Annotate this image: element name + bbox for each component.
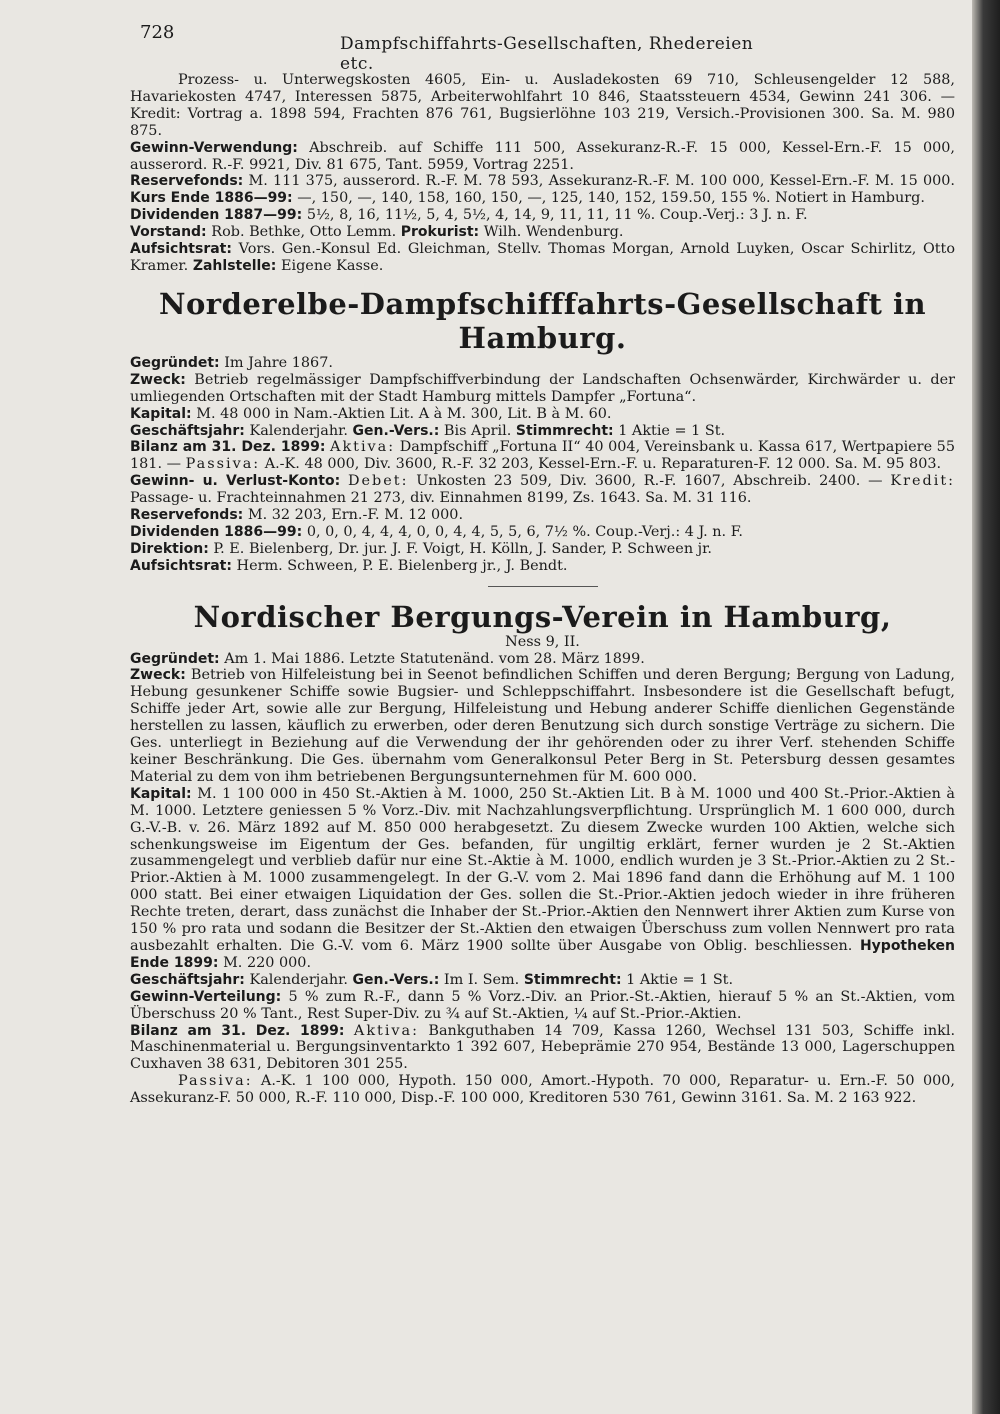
value: Dampfschiff „Fortuna II“ 40 004, Vereinsbank u. Kassa 617, Wertpapiere 55 181. — xyxy=(130,439,955,473)
value: —, 150, —, 140, 158, 160, 150, —, 125, 140, 152, 159.50, 155 %. Notiert in Hamburg. xyxy=(297,190,925,207)
sublabel: Kredit: xyxy=(890,473,955,490)
label: Gegründet: xyxy=(130,354,220,371)
value: 0, 0, 0, 4, 4, 4, 0, 0, 4, 4, 5, 5, 6, 7½ %. Coup.-Verj.: 4 J. n. F. xyxy=(306,523,744,540)
label: Zweck: xyxy=(130,667,186,684)
company-title: Norderelbe-Dampfschifffahrts-Gesellschaft in Hamburg. xyxy=(158,286,927,355)
company-address: Ness 9, II. xyxy=(505,633,580,650)
label: Zahlstelle: xyxy=(192,257,277,274)
entry-gewinn-verwendung xyxy=(130,140,955,174)
entry-dividenden xyxy=(130,524,955,541)
label: Bilanz am 31. Dez. 1899: xyxy=(130,1022,345,1039)
entry-aufsichtsrat xyxy=(130,241,955,275)
value: Bankguthaben 14 709, Kassa 1260, Wechsel 131 503, Schiffe inkl. Maschinenmaterial u. Bergungsinventarkto 1 392 607, Hebeprämie 270 954, Bestände 13 000, Lagerschuppen Cuxhaven 38 631, Debitoren 301 255. xyxy=(130,1022,956,1073)
entry-bilanz xyxy=(130,1023,955,1074)
company-entry-norderelbe xyxy=(130,287,955,575)
value: Wilh. Wendenburg. xyxy=(483,224,624,241)
value: M. 1 100 000 in 450 St.-Aktien à M. 1000, 250 St.-Aktien Lit. B à M. 1000 und 400 St.-Prior.-Aktien à M. 1000. Letztere geniessen 5 % Vorz.-Div. mit Nachzahlungsverpflichtung. Ursprünglich M. 1 600 000, durch G.-V.-B. v. 26. März 1892 auf M. 850 000 herabgesetzt. Zu diesem Zwecke wurden 100 Aktien, welche sich schenkungsweise im Eigentum der Ges. befanden, für ungiltig erklärt, ferner wurden je 2 St.-Aktien zusammengelegt und verblieb dafür nur eine St.-Aktie à M. 1000, endlich wurden je 3 St.-Prior.-Aktien zu 2 St.-Prior.-Aktien à M. 1000 zusammengelegt. In der G.-V. vom 2. Mai 1896 fand dann die Erhöhung auf M. 1 100 000 statt. Bei einer etwaigen Liquidation der Ges. sollen die St.-Prior.-Aktien jedoch wieder in ihre früheren Rechte treten, derart, dass zunächst die Inhaber der St.-Prior.-Aktien den Nennwert ihrer Aktien zum Kurse von 150 % pro rata und sodann die Besitzer der St.-Aktien den etwaigen Überschuss zum vollen Nennwert pro rata ausbezahlt erhalten. Die G.-V. vom 6. März 1900 sollte über Ausgabe von Oblig. beschliessen. xyxy=(130,785,955,954)
entry-reservefonds xyxy=(130,507,955,524)
label: Reservefonds: xyxy=(130,173,244,190)
label: Gewinn-Verwendung: xyxy=(130,139,298,156)
label: Vorstand: xyxy=(130,224,207,241)
company-entry-nordischer-bergungs-verein xyxy=(130,600,955,1107)
running-title: Dampfschiffahrts-Gesellschaften, Rhedereien etc. xyxy=(340,34,754,74)
value: P. E. Bielenberg, Dr. jur. J. F. Voigt, H. Kölln, J. Sander, P. Schween jr. xyxy=(213,540,712,557)
section-divider xyxy=(488,586,598,587)
value: M. 32 203, Ern.-F. M. 12 000. xyxy=(247,507,464,524)
sublabel: Passiva: xyxy=(185,456,261,473)
company-title: Nordischer Bergungs-Verein in Hamburg, xyxy=(193,599,892,634)
label: Gen.-Vers.: xyxy=(352,971,440,988)
value: Im Jahre 1867. xyxy=(224,354,333,371)
entry-zweck xyxy=(130,372,955,406)
sublabel: Aktiva: xyxy=(353,1022,419,1039)
label: Dividenden 1886—99: xyxy=(130,523,303,540)
sublabel: Debet: xyxy=(348,473,409,490)
value: Kalenderjahr. xyxy=(249,422,348,439)
entry-vorstand xyxy=(130,224,955,241)
label: Bilanz am 31. Dez. 1899: xyxy=(130,439,326,456)
value: A.-K. 1 100 000, Hypoth. 150 000, Amort.-Hypoth. 70 000, Reparatur- u. Ern.-F. 50 000, Assekuranz-F. 50 000, R.-F. 110 000, Disp.-F. 100 000, Kreditoren 530 761, Gewinn 3161. Sa. M. 2 163 922. xyxy=(130,1073,955,1107)
label: Gewinn-Verteilung: xyxy=(130,988,282,1005)
entry-gegruendet xyxy=(130,651,955,668)
sublabel: Aktiva: xyxy=(330,439,396,456)
label: Aufsichtsrat: xyxy=(130,241,232,258)
entry-passiva xyxy=(130,1073,955,1107)
value: M. 48 000 in Nam.-Aktien Lit. A à M. 300, Lit. B à M. 60. xyxy=(196,405,612,422)
page-header xyxy=(140,22,780,74)
label: Aufsichtsrat: xyxy=(130,557,232,574)
continuation-text: Prozess- u. Unterwegskosten 4605, Ein- u. Ausladekosten 69 710, Schleusengelder 12 588, Havariekosten 4747, Interessen 5875, Arbeiterwohlfahrt 10 846, Staatssteuern 4534, Gewinn 241 306. — Kredit: Vortrag a. 1898 594, Frachten 876 761, Bugsierlöhne 103 219, Versich.-Provisionen 300. Sa. M. 980 875. xyxy=(130,72,955,139)
value: Kalenderjahr. xyxy=(249,971,348,988)
label: Prokurist: xyxy=(400,224,480,241)
value: Vors. Gen.-Konsul Ed. Gleichman, Stellv. Thomas Morgan, Arnold Luyken, Oscar Schirlitz, Otto Kramer. xyxy=(130,241,955,274)
label: Geschäftsjahr: xyxy=(130,971,245,988)
entry-kapital xyxy=(130,406,955,423)
entry-gewinn-verlust xyxy=(130,473,955,507)
entry-gewinn-verteilung xyxy=(130,989,955,1023)
value: Rob. Bethke, Otto Lemm. xyxy=(211,224,397,241)
value: M. 220 000. xyxy=(223,954,312,971)
sublabel: Passiva: xyxy=(178,1073,253,1090)
value: Eigene Kasse. xyxy=(280,257,384,274)
entry-direktion xyxy=(130,541,955,558)
value: Im I. Sem. xyxy=(443,971,520,988)
value: Unkosten 23 509, Div. 3600, R.-F. 1607, Abschreib. 2400. — xyxy=(416,473,883,490)
value: M. 111 375, ausserord. R.-F. M. 78 593, Assekuranz-R.-F. M. 100 000, Kessel-Ern.-F. M. 15 000. xyxy=(248,173,955,190)
page-content xyxy=(130,72,955,1107)
entry-kapital xyxy=(130,786,955,972)
value: 1 Aktie = 1 St. xyxy=(618,422,726,439)
value: 5 % zum R.-F., dann 5 % Vorz.-Div. an Prior.-St.-Aktien, hierauf 5 % an St.-Aktien, vom Überschuss 20 % Tant., Rest Super-Div. zu ¾ auf St.-Aktien, ¼ auf St.-Prior.-Aktien. xyxy=(130,988,955,1022)
label: Hypotheken Ende 1899: xyxy=(130,937,955,971)
entry-aufsichtsrat xyxy=(130,558,955,575)
label: Kapital: xyxy=(130,785,192,802)
value: A.-K. 48 000, Div. 3600, R.-F. 32 203, Kessel-Ern.-F. u. Reparaturen-F. 12 000. Sa. M. 95 803. xyxy=(264,456,942,473)
label: Gegründet: xyxy=(130,650,220,667)
label: Stimmrecht: xyxy=(515,422,614,439)
label: Dividenden 1887—99: xyxy=(130,207,303,224)
value: Abschreib. auf Schiffe 111 500, Assekuranz-R.-F. 15 000, Kessel-Ern.-F. 15 000, ausserord. R.-F. 9921, Div. 81 675, Tant. 5959, Vortrag 2251. xyxy=(130,139,956,173)
value: Bis April. xyxy=(443,422,512,439)
label: Gewinn- u. Verlust-Konto: xyxy=(130,473,341,490)
label: Zweck: xyxy=(130,371,186,388)
value: 5½, 8, 16, 11½, 5, 4, 5½, 4, 14, 9, 11, 11, 11 %. Coup.-Verj.: 3 J. n. F. xyxy=(306,207,808,224)
value: Herm. Schween, P. E. Bielenberg jr., J. Bendt. xyxy=(236,557,568,574)
entry-dividenden xyxy=(130,207,955,224)
value: Betrieb regelmässiger Dampfschiffverbindung der Landschaften Ochsenwärder, Kirchwärder u. der umliegenden Ortschaften mit der Stadt Hamburg mittels Dampfer „Fortuna“. xyxy=(130,371,955,405)
label: Stimmrecht: xyxy=(523,971,622,988)
value: Passage- u. Frachteinnahmen 21 273, div. Einnahmen 8199, Zs. 1643. Sa. M. 31 116. xyxy=(130,490,752,507)
entry-bilanz xyxy=(130,439,955,473)
value: 1 Aktie = 1 St. xyxy=(626,971,734,988)
label: Geschäftsjahr: xyxy=(130,422,245,439)
entry-geschaeftsjahr xyxy=(130,972,955,989)
label: Reservefonds: xyxy=(130,507,244,524)
label: Kapital: xyxy=(130,405,192,422)
entry-zweck xyxy=(130,667,955,785)
label: Gen.-Vers.: xyxy=(352,422,440,439)
continuation-paragraph xyxy=(130,72,955,140)
label: Direktion: xyxy=(130,540,209,557)
entry-geschaeftsjahr xyxy=(130,423,955,440)
entry-reservefonds xyxy=(130,173,955,207)
value: Betrieb von Hilfeleistung bei in Seenot befindlichen Schiffen und deren Bergung; Bergung von Ladung, Hebung gesunkener Schiffe sowie Bugsier- und Schleppschiffahrt. Insbesondere ist die Gesellschaft befugt, Schiffe jeder Art, sowie alle zur Bergung, Hilfeleistung und Hebung anderer Schiffe dienlichen Gegenstände herstellen zu lassen, käuflich zu erwerben, oder deren Benutzung sich durch sonstige Verträge zu sichern. Die Ges. unterliegt in Beziehung auf die Verwendung der ihr gehörenden oder zu ihrer Verf. stehenden Schiffe keiner Beschränkung. Die Ges. übernahm vom Generalkonsul Peter Berg in St. Petersburg dessen gesamtes Material zu dem von ihm betriebenen Bergungsunternehmen für M. 600 000. xyxy=(130,667,955,785)
label: Kurs Ende 1886—99: xyxy=(130,190,293,207)
scan-edge xyxy=(972,0,1000,1414)
page-number: 728 xyxy=(140,22,175,43)
entry-gegruendet xyxy=(130,355,955,372)
value: Am 1. Mai 1886. Letzte Statutenänd. vom 28. März 1899. xyxy=(224,650,645,667)
